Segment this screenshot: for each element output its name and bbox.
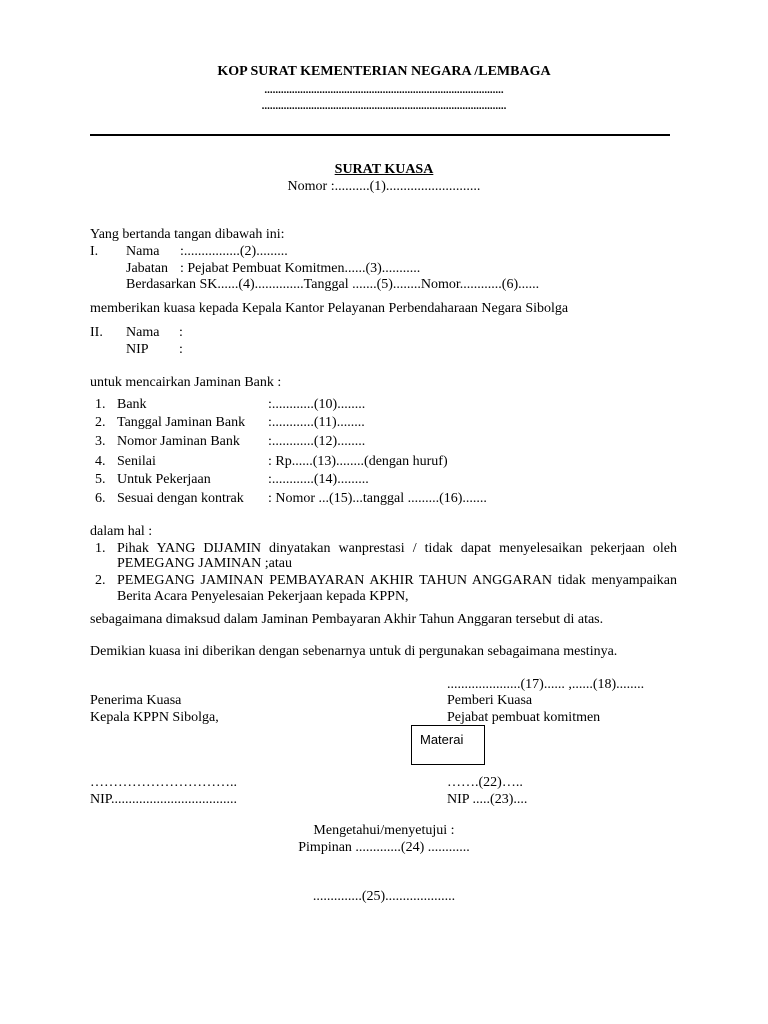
letterhead-title: KOP SURAT KEMENTERIAN NEGARA /LEMBAGA xyxy=(217,64,551,79)
section-1-jabatan-value: : Pejabat Pembuat Komitmen......(3)........... xyxy=(180,261,421,276)
pemberi-kuasa-role: Pejabat pembuat komitmen xyxy=(447,710,601,725)
penerima-kuasa-title: Penerima Kuasa xyxy=(90,693,182,708)
approval-pimpinan: Pimpinan .............(24) ............ xyxy=(298,840,470,855)
section-2-numeral: II. xyxy=(90,325,103,340)
pencairan-item-value: :............(11)........ xyxy=(268,415,365,430)
pencairan-item-number: 2. xyxy=(95,415,106,430)
pencairan-item-label: Untuk Pekerjaan xyxy=(117,472,211,487)
penerima-kuasa-role: Kepala KPPN Sibolga, xyxy=(90,710,219,725)
pencairan-item-number: 6. xyxy=(95,491,106,506)
intro-text: Yang bertanda tangan dibawah ini: xyxy=(90,227,285,242)
pencairan-item-value: :............(10)........ xyxy=(268,397,366,412)
pemberi-name-line: …….(22)….. xyxy=(447,775,523,790)
section-2-nip-label: NIP xyxy=(126,342,149,357)
pencairan-item-number: 5. xyxy=(95,472,106,487)
approval-label: Mengetahui/menyetujui : xyxy=(313,823,455,838)
pencairan-item-value: :............(12)........ xyxy=(268,434,366,449)
section-1-berdasarkan: Berdasarkan SK......(4)..............Tanggal .......(5)........Nomor............(6)...... xyxy=(126,277,540,292)
header-divider xyxy=(90,134,670,136)
dalam-hal-closing: sebagaimana dimaksud dalam Jaminan Pembayaran Akhir Tahun Anggaran tersebut di atas. xyxy=(90,612,604,627)
document-title: SURAT KUASA xyxy=(334,162,434,177)
section-2-nip-colon: : xyxy=(179,342,183,357)
pencairan-item-label: Nomor Jaminan Bank xyxy=(117,434,240,449)
dalam-hal-item-line: PEMEGANG JAMINAN PEMBAYARAN AKHIR TAHUN ANGGARAN tidak menyampaikan xyxy=(117,573,677,588)
section-2-nama-label: Nama xyxy=(126,325,160,340)
pencairan-intro: untuk mencairkan Jaminan Bank : xyxy=(90,375,282,390)
pencairan-item-label: Senilai xyxy=(117,454,156,469)
section-1-jabatan-label: Jabatan xyxy=(126,261,168,276)
pencairan-item-value: :............(14)......... xyxy=(268,472,369,487)
dalam-hal-item-number: 1. xyxy=(95,541,106,556)
pemberi-kuasa-title: Pemberi Kuasa xyxy=(447,693,533,708)
approval-name-line: ..............(25).................... xyxy=(312,889,456,904)
section-2-nama-colon: : xyxy=(179,325,183,340)
letterhead-dots-line-2: ......................................................................................... xyxy=(261,100,507,112)
penerima-nip: NIP.................................... xyxy=(90,792,238,807)
dalam-hal-item-line: Berita Acara Penyelesaian Pekerjaan kepada KPPN, xyxy=(117,589,409,604)
section-1-nama-label: Nama xyxy=(126,244,160,259)
pencairan-item-label: Tanggal Jaminan Bank xyxy=(117,415,246,430)
dalam-hal-intro: dalam hal : xyxy=(90,524,153,539)
section-1-numeral: I. xyxy=(90,244,99,259)
materai-label: Materai xyxy=(420,732,464,747)
dalam-hal-item-line: PEMEGANG JAMINAN ;atau xyxy=(117,556,292,571)
letterhead-dots-line-1: ....................................................................................... xyxy=(264,84,504,96)
pencairan-item-value: : Nomor ...(15)...tanggal .........(16)....... xyxy=(268,491,487,506)
pencairan-item-number: 3. xyxy=(95,434,106,449)
pencairan-item-number: 4. xyxy=(95,454,106,469)
kuasa-statement: memberikan kuasa kepada Kepala Kantor Pelayanan Perbendaharaan Negara Sibolga xyxy=(90,301,569,316)
dalam-hal-item-line: Pihak YANG DIJAMIN dinyatakan wanprestasi / tidak dapat menyelesaikan pekerjaan oleh xyxy=(117,541,677,556)
place-date-line: .....................(17)...... ,......(18)........ xyxy=(447,677,645,692)
pencairan-item-value: : Rp......(13)........(dengan huruf) xyxy=(268,454,448,469)
pencairan-item-label: Sesuai dengan kontrak xyxy=(117,491,244,506)
section-1-nama-value: :................(2)......... xyxy=(180,244,288,259)
pencairan-item-label: Bank xyxy=(117,397,147,412)
demikian-statement: Demikian kuasa ini diberikan dengan sebenarnya untuk di pergunakan sebagaimana mestinya. xyxy=(90,644,618,659)
dalam-hal-item-number: 2. xyxy=(95,573,106,588)
pemberi-nip: NIP .....(23).... xyxy=(447,792,528,807)
document-number: Nomor :..........(1)........................... xyxy=(287,179,481,194)
pencairan-item-number: 1. xyxy=(95,397,106,412)
materai-stamp-box xyxy=(411,725,485,765)
penerima-name-line: ………………………….. xyxy=(90,775,237,790)
